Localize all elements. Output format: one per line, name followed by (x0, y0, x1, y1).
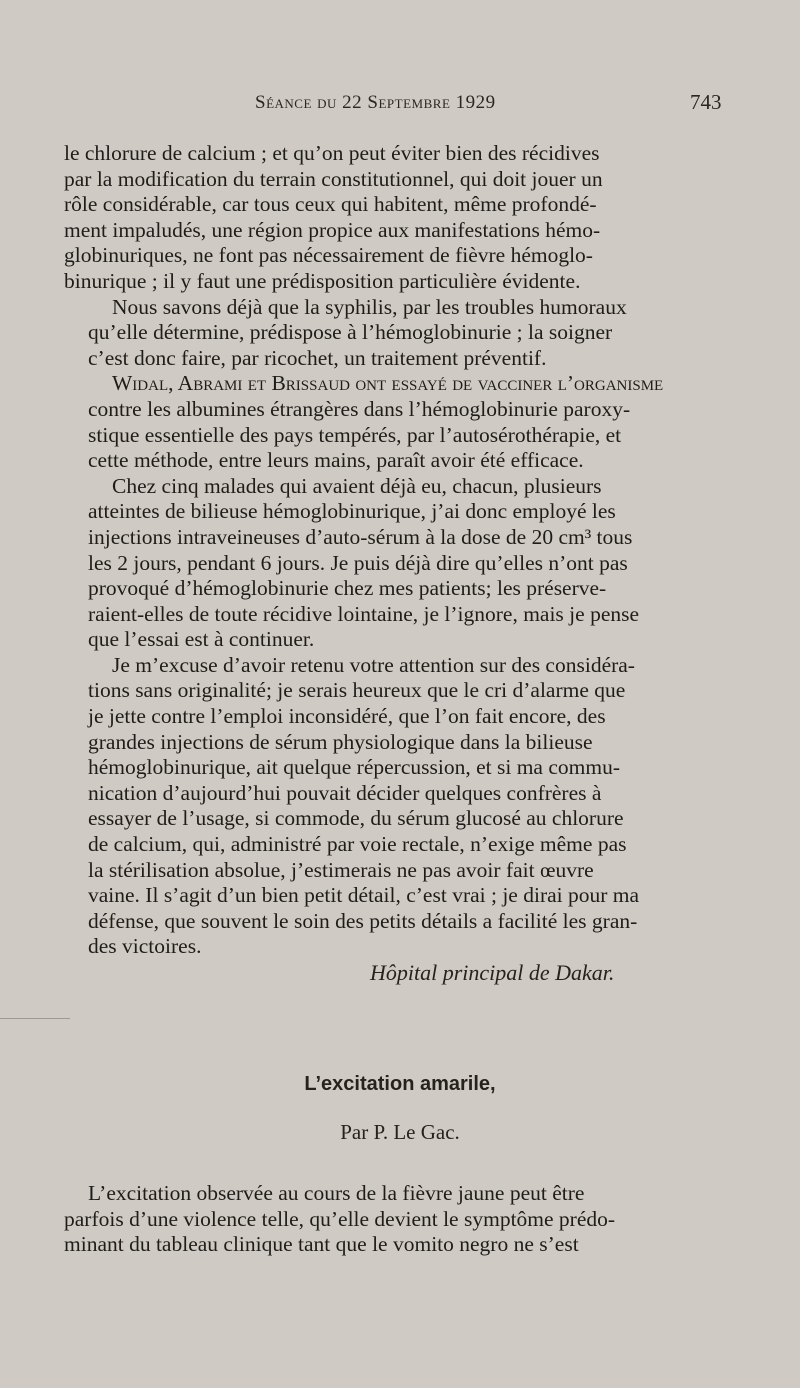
paragraph-4 (64, 474, 736, 653)
text-line: qu’elle détermine, prédispose à l’hémoglobinurie ; la soigner (88, 320, 613, 345)
text-line: des victoires. (88, 934, 202, 959)
text-line: Nous savons déjà que la syphilis, par les troubles humoraux (112, 294, 627, 319)
text-line: ment impaludés, une région propice aux manifestations hémo- (64, 217, 601, 242)
text-line: essayer de l’usage, si commode, du sérum glucosé au chlorure (88, 806, 624, 831)
text-line: hémoglobinurique, ait quelque répercussion, et si ma commu- (88, 755, 620, 780)
paragraph-5 (64, 653, 736, 960)
text-line: nication d’aujourd’hui pouvait décider quelques confrères à (88, 780, 602, 805)
text-line: tions sans originalité; je serais heureux que le cri d’alarme que (88, 678, 626, 703)
paragraph-1 (64, 141, 736, 295)
text-line: contre les albumines étrangères dans l’hémoglobinurie paroxy- (88, 396, 631, 421)
text-line: Je m’excuse d’avoir retenu votre attention sur des considéra- (112, 652, 635, 677)
paragraph-3 (64, 371, 736, 473)
text-line: le chlorure de calcium ; et qu’on peut éviter bien des récidives (64, 141, 600, 165)
text-line: c’est donc faire, par ricochet, un traitement préventif. (88, 345, 547, 370)
text-line: globinuriques, ne font pas nécessairement de fièvre hémoglo- (64, 243, 593, 268)
text-line: injections intraveineuses d’auto-sérum à la dose de 20 cm³ tous (88, 524, 633, 549)
text-line: L’excitation observée au cours de la fièvre jaune peut être (88, 1181, 585, 1205)
text-line: Widal, Abrami et Brissaud ont essayé de vacciner l’organisme (112, 371, 664, 396)
text-line: que l’essai est à continuer. (88, 627, 315, 652)
running-head: Séance du 22 Septembre 1929 (255, 92, 496, 113)
text-line: je jette contre l’emploi inconsidéré, que l’on fait encore, des (88, 704, 606, 729)
text-line: Chez cinq malades qui avaient déjà eu, chacun, plusieurs (112, 473, 602, 498)
text-line: binurique ; il y faut une prédisposition particulière évidente. (64, 268, 581, 293)
text-line: rôle considérable, car tous ceux qui habitent, même profondé- (64, 192, 597, 217)
signature-affiliation: Hôpital principal de Dakar. (370, 960, 615, 985)
text-line: par la modification du terrain constitutionnel, qui doit jouer un (64, 166, 603, 191)
text-line: la stérilisation absolue, j’estimerais ne pas avoir fait œuvre (88, 857, 594, 882)
text-line: les 2 jours, pendant 6 jours. Je puis déjà dire qu’elles n’ont pas (88, 550, 628, 575)
article-body (64, 1181, 736, 1258)
text-line: grandes injections de sérum physiologique dans la bilieuse (88, 729, 593, 754)
text-line: stique essentielle des pays tempérés, par l’autosérothérapie, et (88, 422, 622, 447)
text-line: minant du tableau clinique tant que le vomito negro ne s’est (64, 1232, 579, 1257)
text-line: de calcium, qui, administré par voie rectale, n’exige même pas (88, 832, 627, 857)
body-text (64, 141, 736, 960)
page-number: 743 (690, 90, 722, 114)
article-title: L’excitation amarile, (304, 1073, 496, 1095)
text-line: parfois d’une violence telle, qu’elle devient le symptôme prédo- (64, 1206, 616, 1231)
text-line: cette méthode, entre leurs mains, paraît avoir été efficace. (88, 448, 584, 473)
paragraph-2 (64, 295, 736, 372)
text-line: atteintes de bilieuse hémoglobinurique, j’ai donc employé les (88, 499, 616, 524)
article-byline: Par P. Le Gac. (340, 1120, 460, 1144)
divider (0, 1018, 70, 1019)
text-line: défense, que souvent le soin des petits détails a facilité les gran- (88, 908, 638, 933)
text-line: provoqué d’hémoglobinurie chez mes patients; les préserve- (88, 576, 607, 601)
text-line: vaine. Il s’agit d’un bien petit détail, c’est vrai ; je dirai pour ma (88, 883, 640, 908)
text-line: raient-elles de toute récidive lointaine, je l’ignore, mais je pense (88, 601, 640, 626)
